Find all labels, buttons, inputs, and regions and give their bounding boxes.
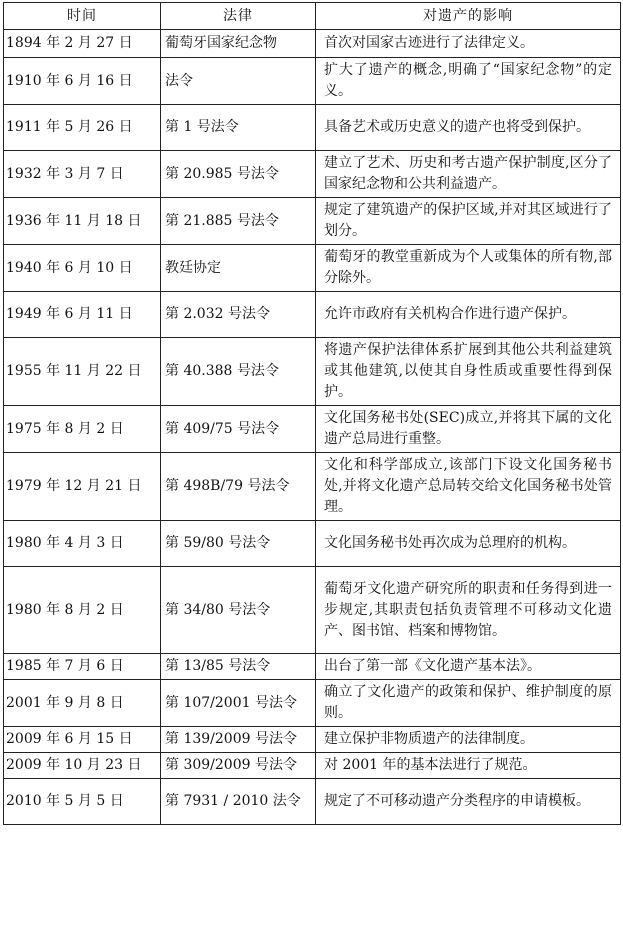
cell-date: 1980 年 8 月 2 日 xyxy=(4,567,161,654)
table-row xyxy=(4,727,621,753)
cell-law: 第 2.032 号法令 xyxy=(161,292,316,338)
table-row xyxy=(4,680,621,727)
table-row xyxy=(4,453,621,521)
table-body xyxy=(4,30,621,825)
table-row xyxy=(4,245,621,292)
cell-effect: 出台了第一部《文化遗产基本法》。 xyxy=(316,654,621,680)
cell-effect: 葡萄牙的教堂重新成为个人或集体的所有物,部分除外。 xyxy=(316,245,621,292)
cell-date: 1975 年 8 月 2 日 xyxy=(4,406,161,453)
cell-law: 第 498B/79 号法令 xyxy=(161,453,316,521)
cell-effect: 首次对国家古迹进行了法律定义。 xyxy=(316,30,621,58)
cell-date: 1955 年 11 月 22 日 xyxy=(4,338,161,406)
cell-effect: 葡萄牙文化遗产研究所的职责和任务得到进一步规定,其职责包括负责管理不可移动文化遗产、图书馆、档案和博物馆。 xyxy=(316,567,621,654)
table-row xyxy=(4,151,621,198)
table-row xyxy=(4,779,621,825)
cell-law: 第 21.885 号法令 xyxy=(161,198,316,245)
cell-date: 2009 年 6 月 15 日 xyxy=(4,727,161,753)
cell-date: 1894 年 2 月 27 日 xyxy=(4,30,161,58)
cell-date: 2009 年 10 月 23 日 xyxy=(4,753,161,779)
table-row xyxy=(4,753,621,779)
table-row xyxy=(4,105,621,151)
cell-effect: 规定了不可移动遗产分类程序的申请模板。 xyxy=(316,779,621,825)
cell-effect: 建立了艺术、历史和考古遗产保护制度,区分了国家纪念物和公共利益遗产。 xyxy=(316,151,621,198)
cell-effect: 规定了建筑遗产的保护区域,并对其区域进行了划分。 xyxy=(316,198,621,245)
cell-law: 第 40.388 号法令 xyxy=(161,338,316,406)
cell-date: 1936 年 11 月 18 日 xyxy=(4,198,161,245)
cell-date: 1985 年 7 月 6 日 xyxy=(4,654,161,680)
cell-law: 教廷协定 xyxy=(161,245,316,292)
table-row xyxy=(4,58,621,105)
cell-law: 第 59/80 号法令 xyxy=(161,521,316,567)
cell-effect: 确立了文化遗产的政策和保护、维护制度的原则。 xyxy=(316,680,621,727)
table-row xyxy=(4,30,621,58)
table-row xyxy=(4,567,621,654)
cell-effect: 将遗产保护法律体系扩展到其他公共利益建筑或其他建筑,以使其自身性质或重要性得到保护。 xyxy=(316,338,621,406)
table-row xyxy=(4,338,621,406)
table-row xyxy=(4,406,621,453)
table-row xyxy=(4,198,621,245)
cell-date: 1910 年 6 月 16 日 xyxy=(4,58,161,105)
header-date: 时间 xyxy=(4,3,161,30)
cell-date: 1949 年 6 月 11 日 xyxy=(4,292,161,338)
cell-law: 第 7931 / 2010 法令 xyxy=(161,779,316,825)
cell-effect: 具备艺术或历史意义的遗产也将受到保护。 xyxy=(316,105,621,151)
cell-law: 第 309/2009 号法令 xyxy=(161,753,316,779)
cell-date: 1932 年 3 月 7 日 xyxy=(4,151,161,198)
cell-effect: 文化国务秘书处(SEC)成立,并将其下属的文化遗产总局进行重整。 xyxy=(316,406,621,453)
cell-effect: 扩大了遗产的概念,明确了“国家纪念物”的定义。 xyxy=(316,58,621,105)
cell-date: 1979 年 12 月 21 日 xyxy=(4,453,161,521)
cell-effect: 文化国务秘书处再次成为总理府的机构。 xyxy=(316,521,621,567)
cell-effect: 建立保护非物质遗产的法律制度。 xyxy=(316,727,621,753)
heritage-law-table xyxy=(3,2,621,825)
cell-law: 葡萄牙国家纪念物 xyxy=(161,30,316,58)
cell-effect: 对 2001 年的基本法进行了规范。 xyxy=(316,753,621,779)
cell-date: 1911 年 5 月 26 日 xyxy=(4,105,161,151)
cell-date: 2010 年 5 月 5 日 xyxy=(4,779,161,825)
cell-law: 法令 xyxy=(161,58,316,105)
cell-date: 2001 年 9 月 8 日 xyxy=(4,680,161,727)
table-row xyxy=(4,292,621,338)
table-row xyxy=(4,654,621,680)
cell-effect: 允许市政府有关机构合作进行遗产保护。 xyxy=(316,292,621,338)
cell-date: 1980 年 4 月 3 日 xyxy=(4,521,161,567)
cell-date: 1940 年 6 月 10 日 xyxy=(4,245,161,292)
cell-law: 第 13/85 号法令 xyxy=(161,654,316,680)
header-effect: 对遗产的影响 xyxy=(316,3,621,30)
cell-law: 第 20.985 号法令 xyxy=(161,151,316,198)
cell-law: 第 34/80 号法令 xyxy=(161,567,316,654)
cell-effect: 文化和科学部成立,该部门下设文化国务秘书处,并将文化遗产总局转交给文化国务秘书处管理。 xyxy=(316,453,621,521)
table-row xyxy=(4,521,621,567)
cell-law: 第 139/2009 号法令 xyxy=(161,727,316,753)
cell-law: 第 409/75 号法令 xyxy=(161,406,316,453)
cell-law: 第 107/2001 号法令 xyxy=(161,680,316,727)
cell-law: 第 1 号法令 xyxy=(161,105,316,151)
header-law: 法律 xyxy=(161,3,316,30)
table-header-row xyxy=(4,3,621,30)
